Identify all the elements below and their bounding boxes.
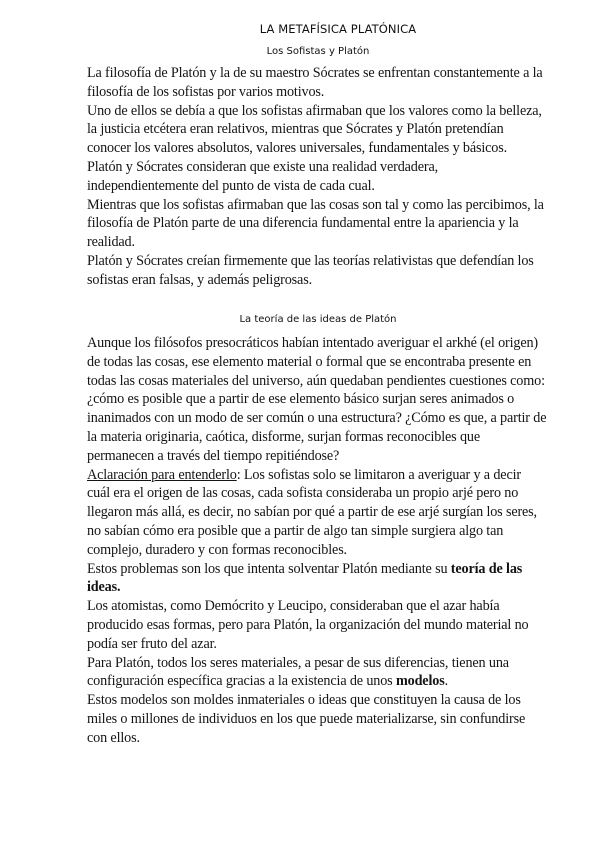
paragraph: Aunque los filósofos presocráticos habían intentado averiguar el arkhé (el origen) de todas las cosas, ese elemento material o formal que se encontraba presente en todas las cosas materiales del universo, aún quedaban pendientes cuestiones como: ¿cómo es posible que a partir de ese elemento básico surjan seres animados o inanimados con un modo de ser común o una estructura? ¿Cómo es que, a partir de la materia originaria, caótica, disforme, surjan formas reconocibles que permanecen a través del tiempo repitiéndose? xyxy=(87,335,547,464)
page-title: LA METAFÍSICA PLATÓNICA xyxy=(259,22,417,36)
theory-of-ideas-emphasis: teoría de las ideas. xyxy=(87,560,523,596)
clarification-paragraph xyxy=(87,466,547,560)
paragraph: Los atomistas, como Demócrito y Leucipo, consideraban que el azar había producido esas formas, pero para Platón, la organización del mundo material no podía ser fruto del azar. xyxy=(87,598,529,652)
clarification-label: Aclaración para entenderlo xyxy=(87,466,237,483)
paragraph: La filosofía de Platón y la de su maestro Sócrates se enfrentan constantemente a la filosofía de los sofistas por varios motivos. xyxy=(87,65,543,100)
models-text: Para Platón, todos los seres materiales, a pesar de sus diferencias, tienen una configuración específica gracias a la existencia de unos xyxy=(87,654,509,690)
section-body-sofistas xyxy=(87,64,547,290)
problems-paragraph xyxy=(87,560,547,598)
paragraph: Platón y Sócrates consideran que existe una realidad verdadera, independientemente del punto de vista de cada cual. xyxy=(87,158,439,194)
models-end: . xyxy=(444,673,448,690)
paragraph: Mientras que los sofistas afirmaban que las cosas son tal y como las percibimos, la filosofía de Platón parte de una diferencia fundamental entre la apariencia y la realidad. xyxy=(87,196,544,251)
models-paragraph xyxy=(87,654,547,692)
paragraph: Estos modelos son moldes inmateriales o ideas que constituyen la causa de los miles o millones de individuos en los que puede materializarse, sin confundirse con ellos. xyxy=(87,692,526,746)
section-heading-teoria-ideas: La teoría de las ideas de Platón xyxy=(239,314,397,325)
paragraph: Platón y Sócrates creían firmemente que las teorías relativistas que defendían los sofistas eran falsas, y además peligrosas. xyxy=(87,252,534,288)
problems-text: Estos problemas son los que intenta solventar Platón mediante su xyxy=(87,560,451,577)
models-emphasis: modelos xyxy=(395,673,445,690)
clarification-text: : Los sofistas solo se limitaron a averiguar y a decir cuál era el origen de las cosas, cada sofista consideraba un propio arjé pero no llegaron más allá, es decir, no sabían por qué a partir de ese arjé surgían los seres, no sabían cómo era posible que a partir de algo tan simple surgiera algo tan complejo, duradero y con formas reconocibles. xyxy=(87,466,537,558)
section-heading-sofistas: Los Sofistas y Platón xyxy=(266,46,370,57)
section-body-teoria-ideas xyxy=(87,334,547,748)
paragraph: Uno de ellos se debía a que los sofistas afirmaban que los valores como la belleza, la justicia etcétera eran relativos, mientras que Sócrates y Platón pretendían conocer los valores absolutos, valores universales, fundamentales y básicos. xyxy=(87,102,542,157)
